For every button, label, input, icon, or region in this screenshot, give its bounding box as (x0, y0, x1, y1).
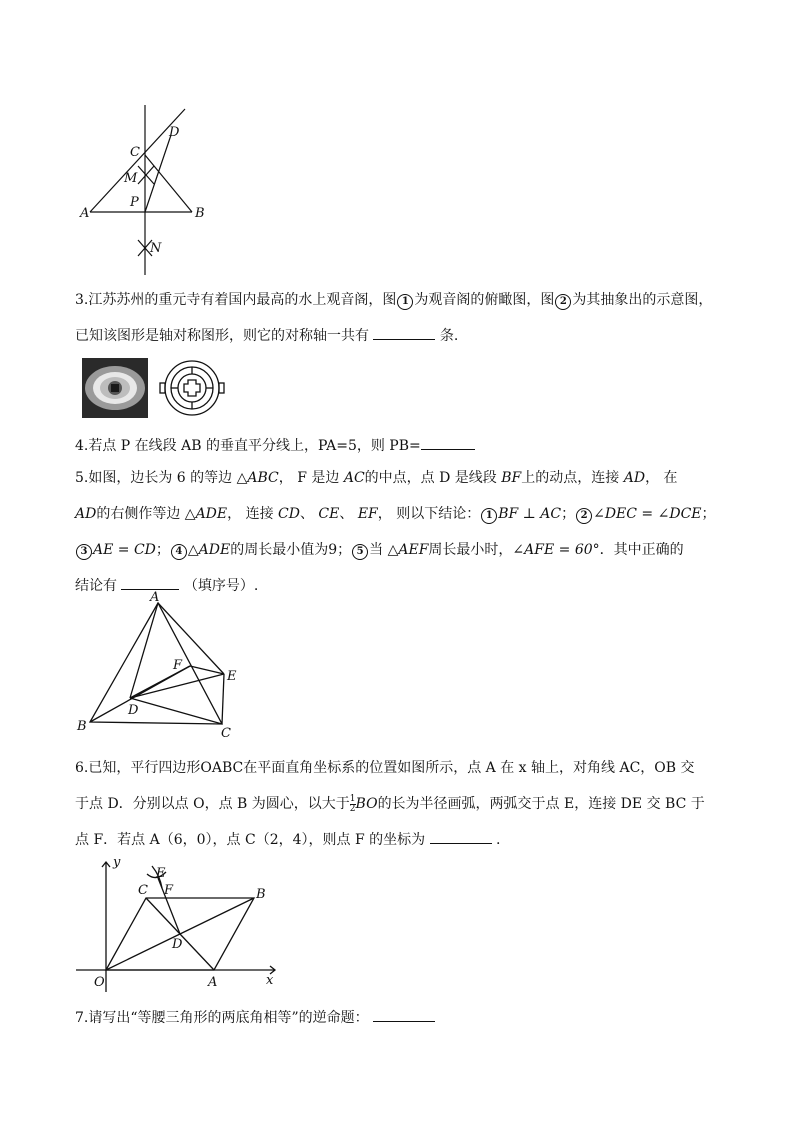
question-text: 、 (299, 506, 319, 522)
question-text: 周长最小时， (428, 542, 513, 558)
question-text: ； (561, 506, 576, 522)
label-N: N (150, 241, 162, 256)
fraction-denominator: 2 (349, 803, 356, 814)
math-expression: AD (75, 506, 97, 522)
math-expression: △ADE (187, 542, 231, 558)
question-text: ．其中正确的 (599, 542, 684, 558)
math-expression: ∠AFE = 60° (512, 542, 600, 558)
circled-number-2: 2 (555, 294, 571, 310)
fraction-numerator: 1 (349, 793, 356, 804)
question-7 (75, 1000, 725, 1036)
question-text: 当 (369, 542, 388, 558)
label-A: A (80, 206, 90, 221)
photo-guanyin-pavilion (82, 358, 148, 418)
label-B: B (195, 206, 205, 221)
label-B: B (256, 887, 266, 902)
question-text: 的中点，点 D 是线段 (364, 470, 502, 486)
question-text: 4.若点 P 在线段 AB 的垂直平分线上，PA=5，则 PB= (75, 438, 421, 454)
label-A: A (208, 975, 218, 990)
question-3-line-1 (75, 282, 725, 318)
question-text: 已知该图形是轴对称图形，则它的对称轴一共有 (75, 328, 369, 344)
math-expression: AE = CD (93, 542, 156, 558)
math-expression: AD (623, 470, 646, 486)
label-y: y (113, 855, 121, 870)
circled-number-3: 3 (76, 544, 92, 560)
question-text: . (496, 832, 501, 848)
label-E: E (156, 866, 166, 881)
question-4 (75, 428, 725, 464)
math-expression: BF (501, 470, 522, 486)
question-text: ， F 是边 (278, 470, 344, 486)
question-text: 、 (339, 506, 358, 522)
label-D: D (169, 125, 180, 140)
question-3-line-2 (75, 318, 725, 354)
math-expression: BF ⊥ AC (498, 506, 562, 522)
label-B: B (77, 719, 87, 734)
question-text: 结论有 (75, 578, 117, 594)
question-text: 点 F．若点 A（6，0），点 C（2，4），则点 F 的坐标为 (75, 832, 426, 848)
question-text: （填序号）. (183, 578, 259, 594)
label-F: F (164, 883, 174, 898)
question-text: 为观音阁的俯瞰图，图 (414, 292, 555, 308)
question-6-line-1: 6.已知，平行四边形OABC在平面直角坐标系的位置如图所示，点 A 在 x 轴上，对角线 AC，OB 交 (75, 760, 695, 776)
question-3 (75, 282, 725, 354)
label-F: F (173, 658, 183, 673)
question-text: ， 在 (645, 470, 678, 486)
figure-equilateral-triangles (70, 590, 250, 740)
circled-number-1: 1 (481, 508, 497, 524)
answer-blank[interactable] (373, 1007, 435, 1022)
figure-perpendicular-bisector (70, 100, 210, 280)
question-text: 条. (439, 328, 459, 344)
math-expression: CD (278, 506, 300, 522)
question-text: 为其抽象出的示意图， (572, 292, 713, 308)
answer-blank[interactable] (121, 575, 179, 590)
question-text: 的周长最小值为9； (230, 542, 352, 558)
diagram-symmetric-figure (158, 356, 226, 420)
circled-number-5: 5 (352, 544, 368, 560)
math-expression: BO (355, 796, 378, 812)
label-C: C (130, 145, 140, 160)
question-6-line-2 (75, 786, 725, 822)
figure-parallelogram-coordinate (70, 852, 285, 997)
question-5 (75, 460, 725, 604)
question-text: 上的动点，连接 (521, 470, 624, 486)
label-x: x (266, 973, 274, 988)
question-text: 5.如图，边长为 6 的等边 (75, 470, 237, 486)
question-text: ； (701, 506, 716, 522)
math-expression: △AEF (387, 542, 429, 558)
math-expression: EF (357, 506, 378, 522)
question-text: ， 则以下结论： (377, 506, 481, 522)
math-expression: ∠DEC = ∠DCE (593, 506, 702, 522)
question-text: ； (155, 542, 170, 558)
question-text: 的右侧作等边 (96, 506, 185, 522)
question-text: 7.请写出“等腰三角形的两底角相等”的逆命题： (75, 1010, 369, 1026)
circled-number-4: 4 (171, 544, 187, 560)
math-expression: CE (318, 506, 340, 522)
label-D: D (172, 937, 183, 952)
answer-blank[interactable] (430, 829, 492, 844)
question-6 (75, 750, 725, 858)
math-expression: AC (343, 470, 365, 486)
math-expression: △ADE (184, 506, 228, 522)
math-expression: △ABC (236, 470, 279, 486)
label-E: E (227, 669, 237, 684)
label-M: M (124, 171, 138, 186)
question-5-line-1 (75, 460, 725, 496)
question-5-line-3 (75, 532, 725, 568)
question-text: ， 连接 (227, 506, 279, 522)
label-D: D (128, 703, 139, 718)
label-O: O (94, 975, 105, 990)
label-A: A (150, 590, 160, 605)
question-text: 于点 D．分别以点 O，点 B 为圆心，以大于 (75, 796, 350, 812)
answer-blank[interactable] (373, 325, 435, 340)
label-C: C (221, 726, 231, 740)
circled-number-2: 2 (576, 508, 592, 524)
label-P: P (130, 195, 139, 210)
answer-blank[interactable] (421, 435, 475, 450)
question-text: 江苏苏州的重元寺有着国内最高的水上观音阁，图 (88, 292, 397, 308)
label-C: C (138, 883, 148, 898)
question-5-line-2 (75, 496, 725, 532)
question-number: 3. (75, 292, 89, 308)
circled-number-1: 1 (397, 294, 413, 310)
question-text: 的长为半径画弧，两弧交于点 E，连接 DE 交 BC 于 (377, 796, 705, 812)
